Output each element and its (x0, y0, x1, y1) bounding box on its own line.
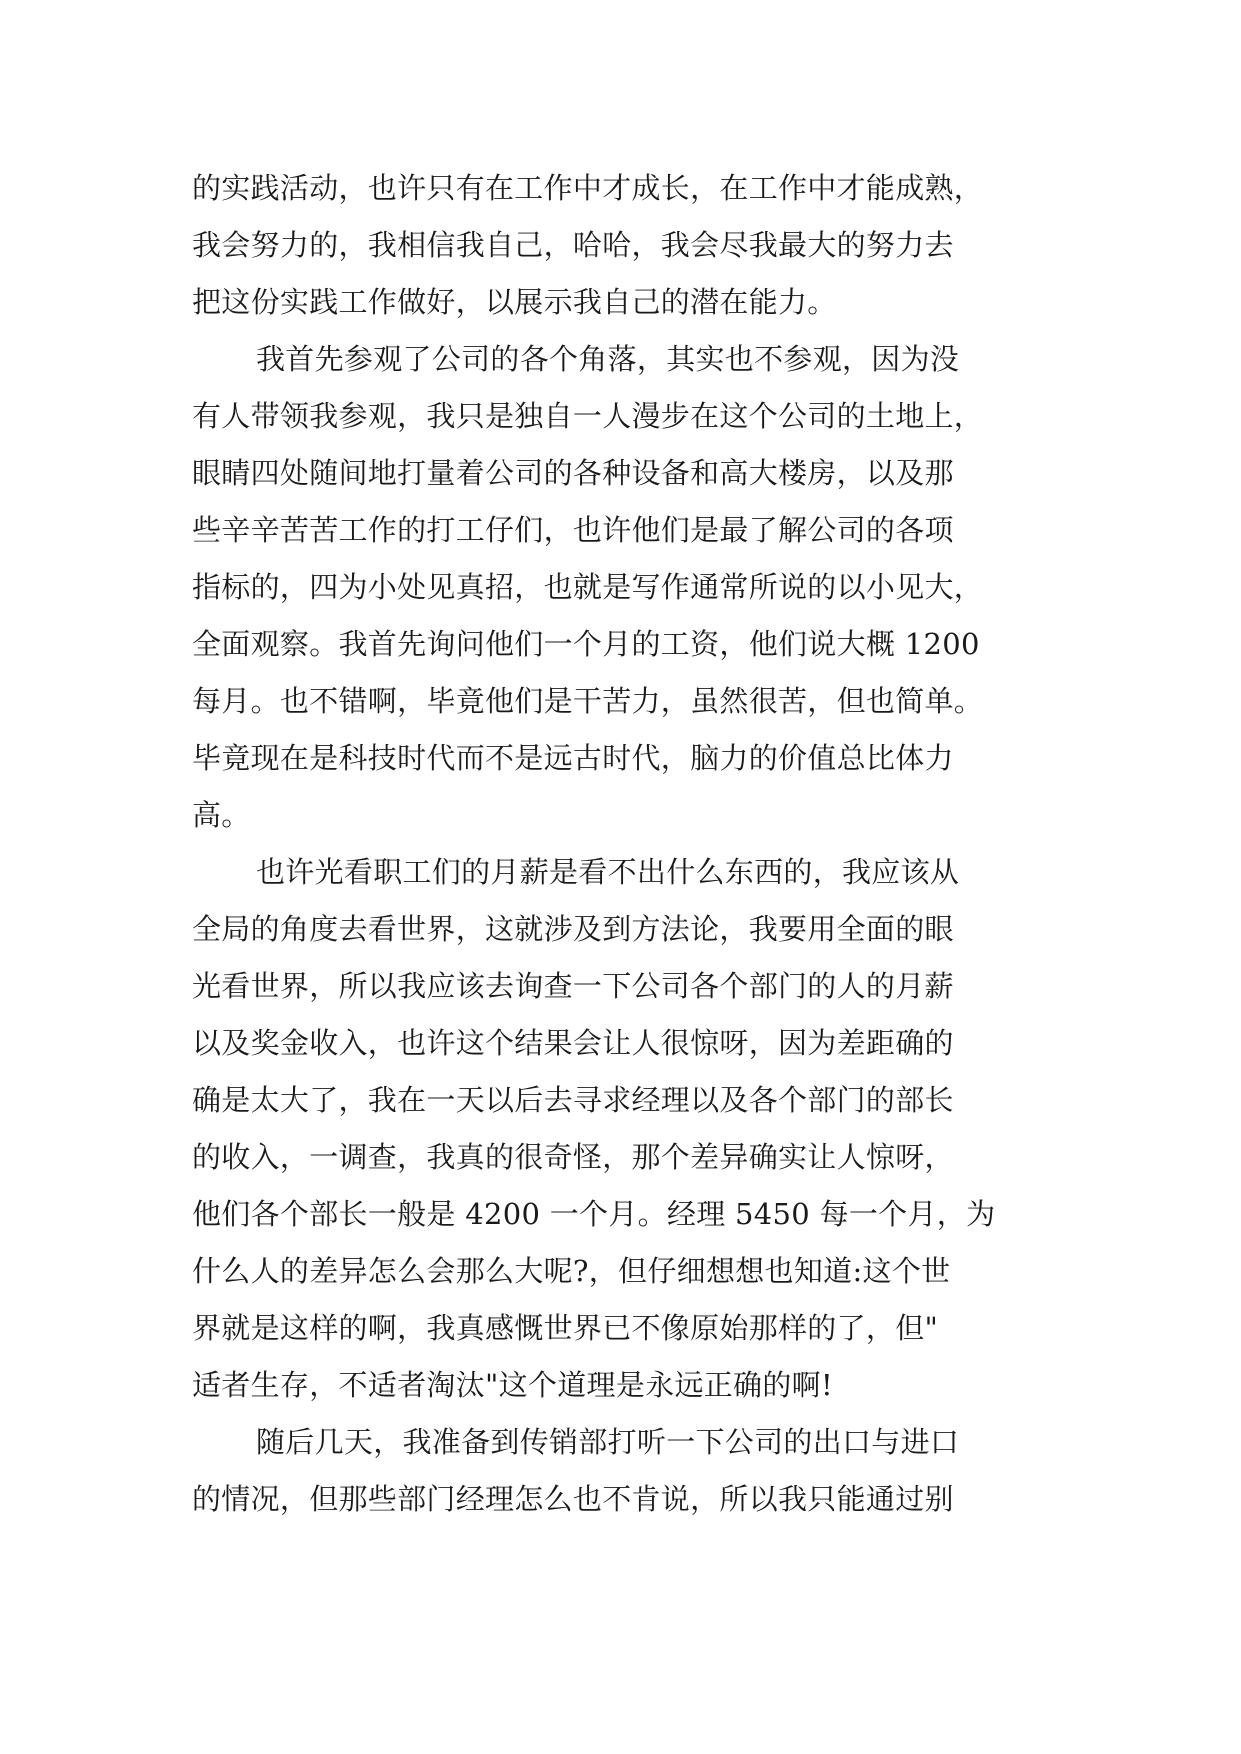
text-line: 什么人的差异怎么会那么大呢?，但仔细想想也知道:这个世 (192, 1254, 951, 1288)
paragraph-4 (192, 1414, 1072, 1528)
text-line: 确是太大了，我在一天以后去寻求经理以及各个部门的部长 (192, 1083, 954, 1117)
text-line: 我首先参观了公司的各个角落，其实也不参观，因为没 (256, 342, 960, 376)
text-line: 全局的角度去看世界，这就涉及到方法论，我要用全面的眼 (192, 912, 954, 946)
text-line: 界就是这样的啊，我真感慨世界已不像原始那样的了，但" (192, 1311, 939, 1345)
text-line: 适者生存，不适者淘汰"这个道理是永远正确的啊! (192, 1368, 833, 1402)
paragraph-3 (192, 844, 1072, 1414)
text-line: 以及奖金收入，也许这个结果会让人很惊呀，因为差距确的 (192, 1026, 954, 1060)
text-line: 些辛辛苦苦工作的打工仔们，也许他们是最了解公司的各项 (192, 513, 954, 547)
paragraph-1 (192, 160, 1072, 331)
text-line: 他们各个部长一般是 4200 一个月。经理 5450 每一个月，为 (192, 1197, 996, 1231)
text-line: 眼睛四处随间地打量着公司的各种设备和高大楼房，以及那 (192, 456, 954, 490)
text-line: 我会努力的，我相信我自己，哈哈，我会尽我最大的努力去 (192, 228, 954, 262)
document-body (192, 160, 1072, 1528)
text-line: 的收入，一调查，我真的很奇怪，那个差异确实让人惊呀， (192, 1140, 954, 1174)
text-line: 毕竟现在是科技时代而不是远古时代，脑力的价值总比体力 (192, 741, 954, 775)
text-line: 的情况，但那些部门经理怎么也不肯说，所以我只能通过别 (192, 1482, 954, 1516)
paragraph-2 (192, 331, 1072, 844)
text-line: 全面观察。我首先询问他们一个月的工资，他们说大概 1200 (192, 627, 980, 661)
text-line: 把这份实践工作做好，以展示我自己的潜在能力。 (192, 285, 837, 319)
text-line: 也许光看职工们的月薪是看不出什么东西的，我应该从 (256, 855, 960, 889)
text-line: 有人带领我参观，我只是独自一人漫步在这个公司的土地上， (192, 399, 984, 433)
text-line: 每月。也不错啊，毕竟他们是干苦力，虽然很苦，但也简单。 (192, 684, 984, 718)
text-line: 的实践活动，也许只有在工作中才成长，在工作中才能成熟， (192, 171, 984, 205)
text-line: 高。 (192, 798, 251, 832)
text-line: 随后几天，我准备到传销部打听一下公司的出口与进口 (256, 1425, 960, 1459)
text-line: 光看世界，所以我应该去询查一下公司各个部门的人的月薪 (192, 969, 954, 1003)
text-line: 指标的，四为小处见真招，也就是写作通常所说的以小见大， (192, 570, 984, 604)
